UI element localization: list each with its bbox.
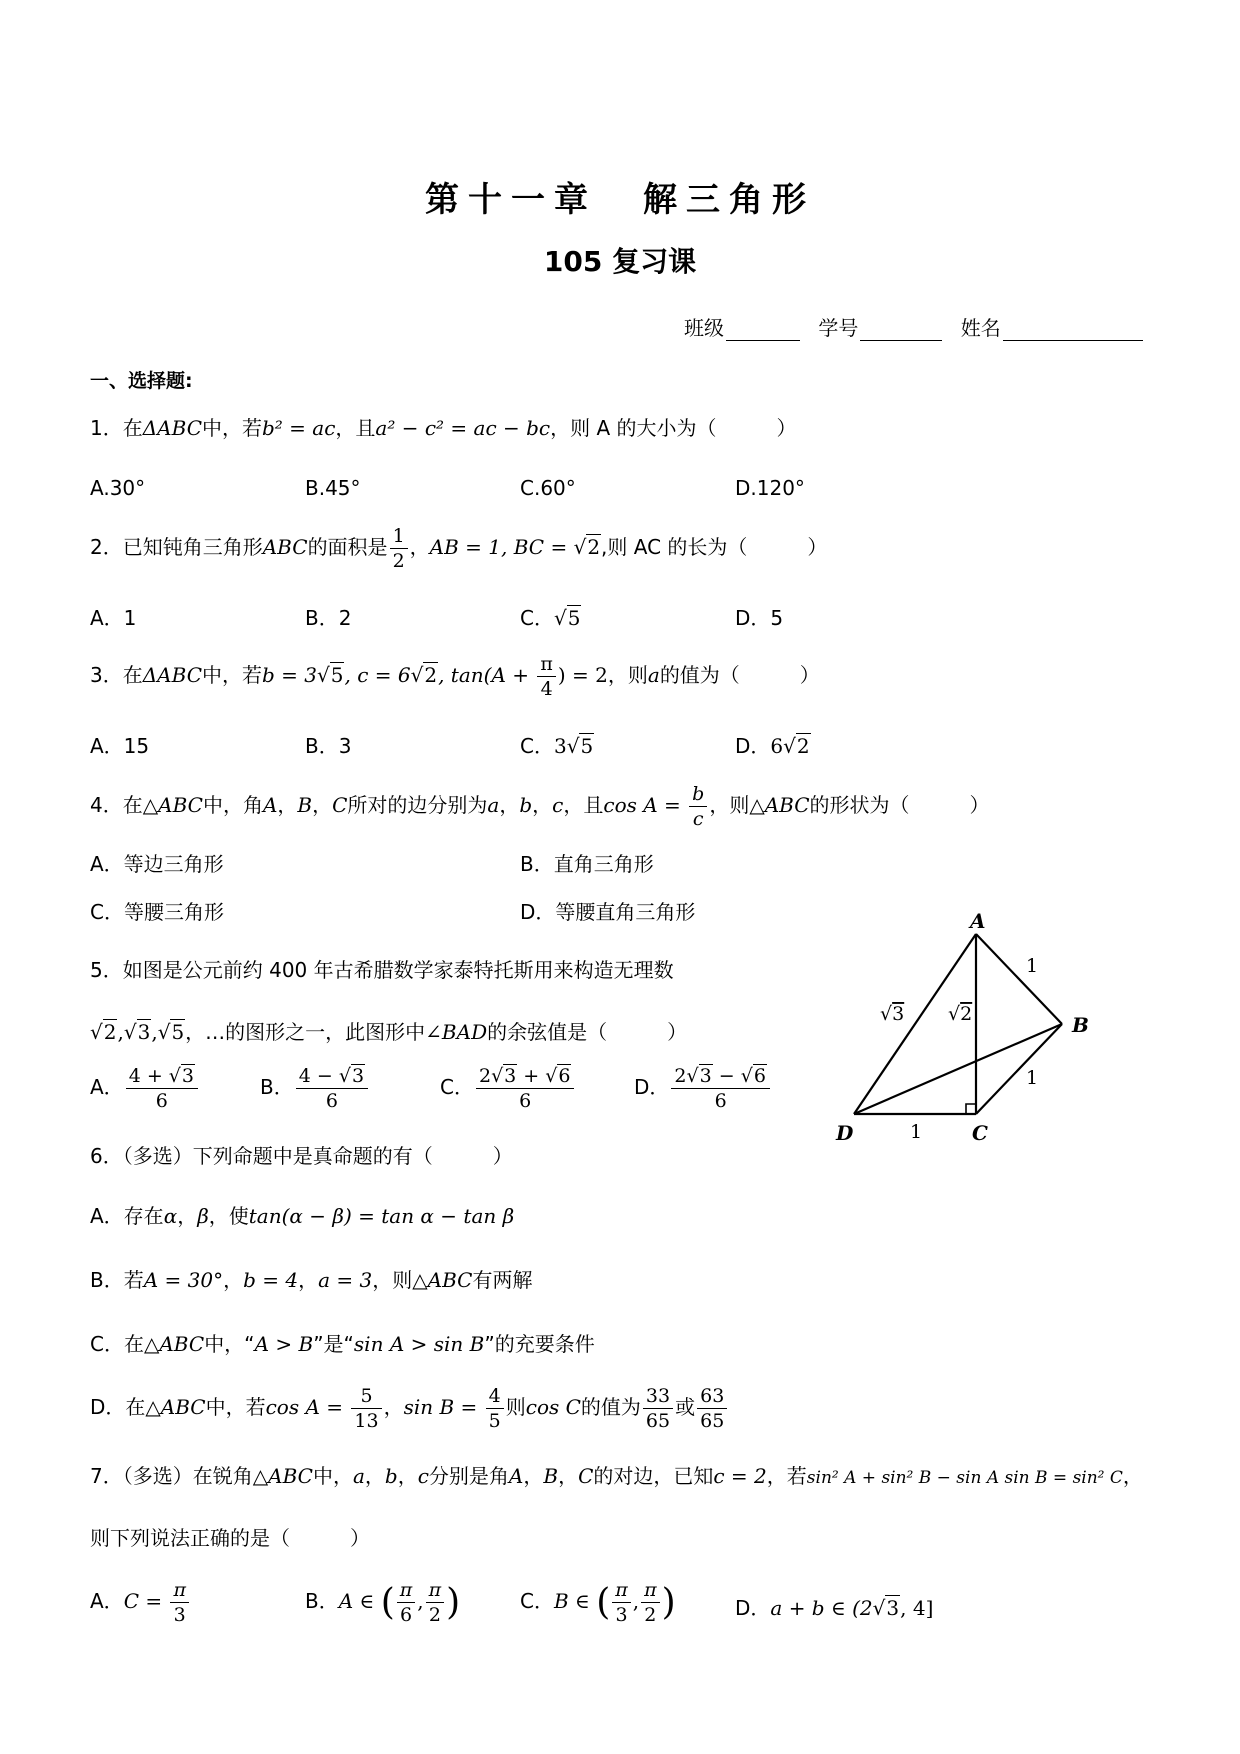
q1-option-b[interactable]: B.45° bbox=[305, 476, 361, 500]
question-3: 3．在ΔABC中，若b = 3√5, c = 6√2, tan(A + $\frac{\pi}{4}$ ) = 2，则a的值为（ ） bbox=[90, 653, 820, 700]
edge-label-ac: √2 bbox=[948, 1003, 973, 1025]
q7-option-a[interactable]: A．C = $\frac{\pi}{3}$ bbox=[90, 1578, 191, 1627]
edge-label-dc: 1 bbox=[910, 1121, 923, 1143]
q1-option-a[interactable]: A.30° bbox=[90, 476, 146, 500]
lesson-title: 105 复习课 bbox=[543, 245, 697, 278]
label-d: D bbox=[836, 1121, 854, 1145]
edge-label-ad: √3 bbox=[880, 1003, 905, 1025]
question-2: 2．已知钝角三角形ABC的面积是 $\frac{1}{2}$ ，AB = 1, BC = √2,则 AC 的长为（ ） bbox=[90, 525, 828, 572]
question-5-line-2: √2,√3,√5，…的图形之一，此图形中∠BAD的余弦值是（ ） bbox=[90, 1020, 688, 1044]
question-7-line-2: 则下列说法正确的是（ ） bbox=[90, 1526, 370, 1550]
q2-option-d[interactable]: D．5 bbox=[735, 606, 784, 630]
q1-option-c[interactable]: C.60° bbox=[520, 476, 576, 500]
question-7: 7．（多选）在锐角△ABC中，a，b，c分别是角A，B，C的对边，已知c = 2，若sin² A + sin² B − sin A sin B = sin² C， bbox=[90, 1464, 1143, 1488]
q6-option-d[interactable]: D．在△ABC中，若cos A = $\frac{5}{13}$ ，sin B = $\frac{4}{5}$ 则cos C的值为 $\frac{33}{65}$ 或 $\frac{63}{65}$ bbox=[90, 1384, 729, 1433]
edge-cb bbox=[976, 1024, 1062, 1114]
q3-option-a[interactable]: A．15 bbox=[90, 734, 150, 758]
q2-option-b[interactable]: B．2 bbox=[305, 606, 352, 630]
edge-label-ab: 1 bbox=[1026, 955, 1039, 977]
class-field[interactable] bbox=[726, 320, 800, 341]
question-5: 5．如图是公元前约 400 年古希腊数学家泰特托斯用来构造无理数 bbox=[90, 958, 674, 982]
edge-ab bbox=[976, 934, 1062, 1024]
q7-option-c[interactable]: C．B ∈ ( $\frac{\pi}{3}$ , $\frac{\pi}{2}$ ) bbox=[520, 1579, 676, 1626]
question-4: 4．在△ABC中，角A，B，C所对的边分别为a，b，c，且cos A = $\frac{b}{c}$ ，则△ABC的形状为（ ） bbox=[90, 783, 990, 830]
class-label: 班级 bbox=[684, 316, 724, 340]
chapter-name: 解三角形 bbox=[643, 180, 815, 220]
q5-option-d[interactable]: D． $\frac{2√3 - √6}{6}$ bbox=[634, 1064, 772, 1113]
q4-option-b[interactable]: B．直角三角形 bbox=[520, 852, 654, 876]
q6-option-c[interactable]: C．在△ABC中，“A > B”是“sin A > sin B”的充要条件 bbox=[90, 1332, 595, 1356]
name-label: 姓名 bbox=[960, 316, 1001, 340]
section-heading: 一、选择题: bbox=[90, 370, 193, 392]
q3-option-d[interactable]: D．6√2 bbox=[735, 734, 810, 758]
question-1: 1．在ΔABC中，若b² = ac，且a² − c² = ac − bc，则 A 的大小为（ ） bbox=[90, 416, 797, 440]
q4-option-c[interactable]: C．等腰三角形 bbox=[90, 900, 224, 924]
q3-option-c[interactable]: C．3√5 bbox=[520, 734, 594, 758]
triangle-figure bbox=[830, 912, 1120, 1152]
q6-option-b[interactable]: B．若A = 30°，b = 4，a = 3，则△ABC有两解 bbox=[90, 1268, 533, 1292]
right-angle-mark bbox=[966, 1104, 976, 1114]
q4-option-a[interactable]: A．等边三角形 bbox=[90, 852, 224, 876]
q4-option-d[interactable]: D．等腰直角三角形 bbox=[520, 900, 696, 924]
q3-option-b[interactable]: B．3 bbox=[305, 734, 352, 758]
label-a: A bbox=[970, 912, 986, 933]
question-6: 6．（多选）下列命题中是真命题的有（ ） bbox=[90, 1144, 513, 1168]
q2-option-c[interactable]: C．√5 bbox=[520, 606, 581, 630]
chapter-title bbox=[0, 172, 1240, 221]
id-label: 学号 bbox=[818, 316, 859, 340]
q5-option-b[interactable]: B． $\frac{4 - √3}{6}$ bbox=[260, 1064, 370, 1113]
q6-option-a[interactable]: A．存在α，β，使tan(α − β) = tan α − tan β bbox=[90, 1204, 515, 1228]
id-field[interactable] bbox=[860, 320, 942, 341]
q7-option-d[interactable]: D．a + b ∈ (2√3, 4] bbox=[735, 1596, 934, 1620]
q5-option-c[interactable]: C． $\frac{2√3 + √6}{6}$ bbox=[440, 1064, 576, 1113]
q7-option-b[interactable]: B．A ∈ ( $\frac{\pi}{6}$ , $\frac{\pi}{2}$ ) bbox=[305, 1579, 461, 1626]
chapter-number: 第十一章 bbox=[425, 180, 597, 220]
fraction: $\frac{1}{2}$ bbox=[390, 524, 408, 573]
label-b: B bbox=[1072, 1013, 1089, 1037]
name-field[interactable] bbox=[1003, 320, 1143, 341]
q1-option-d[interactable]: D.120° bbox=[735, 476, 805, 500]
q2-option-a[interactable]: A．1 bbox=[90, 606, 137, 630]
q5-option-a[interactable]: A． $\frac{4 + √3}{6}$ bbox=[90, 1064, 200, 1113]
student-info bbox=[684, 312, 1155, 341]
edge-label-bc: 1 bbox=[1026, 1067, 1039, 1089]
label-c: C bbox=[972, 1121, 988, 1145]
